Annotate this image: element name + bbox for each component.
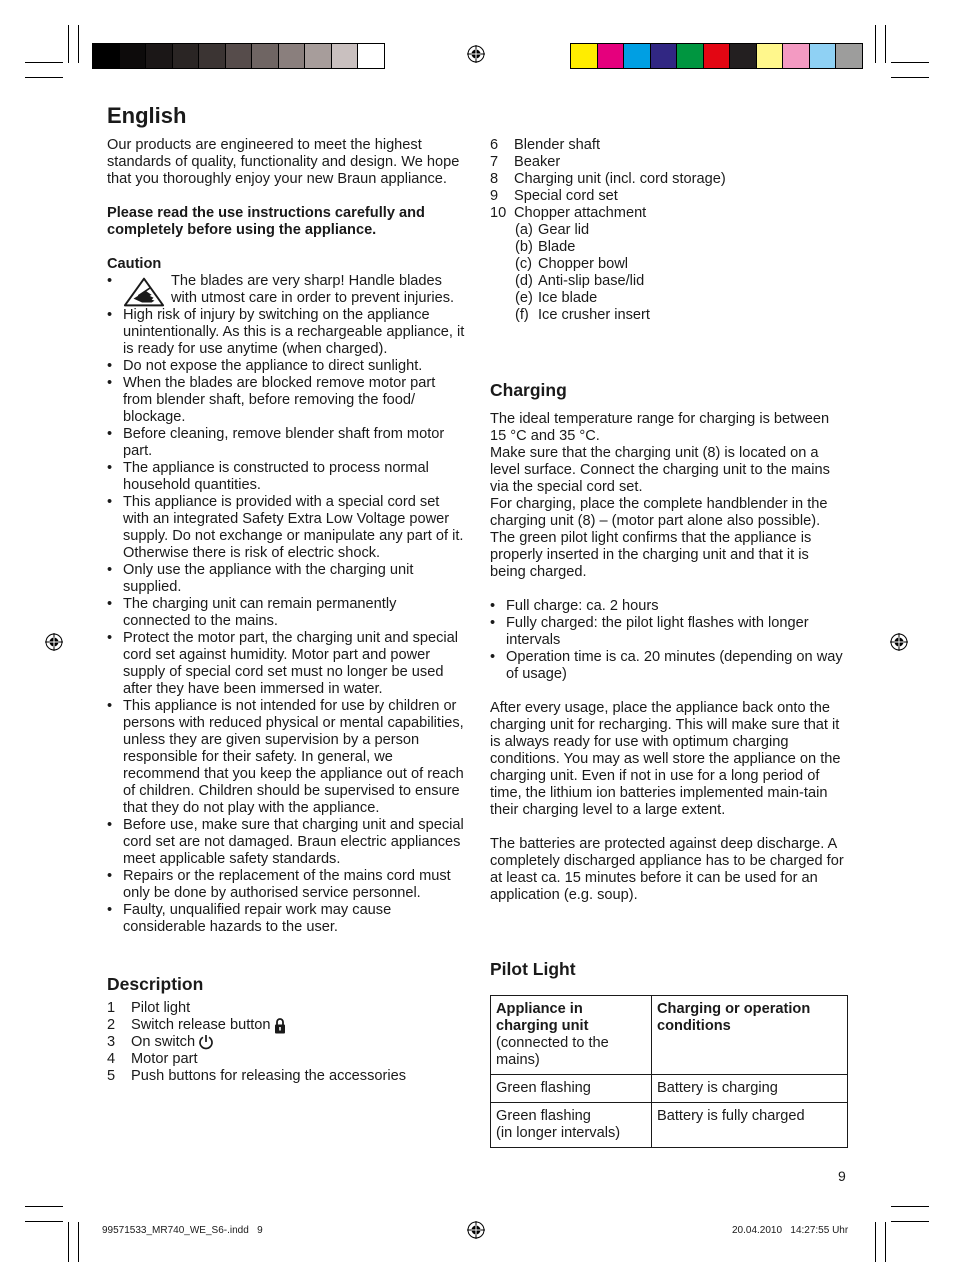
table-header-cell bbox=[491, 996, 652, 1075]
intro-paragraph: Our products are engineered to meet the highest standards of quality, functionality and design. We hope that you thoroughly enjoy your new Braun appliance. bbox=[107, 137, 460, 187]
table-cell: Battery is charging bbox=[652, 1075, 848, 1103]
color-swatch bbox=[358, 44, 385, 68]
crop-mark bbox=[68, 25, 69, 63]
lock-icon bbox=[274, 1017, 286, 1034]
item-number: (b) bbox=[515, 239, 533, 255]
item-text: Blade bbox=[538, 239, 576, 255]
table-row bbox=[491, 1075, 848, 1103]
item-number: 4 bbox=[107, 1051, 116, 1067]
registration-mark-icon bbox=[45, 633, 63, 651]
pilot-light-table bbox=[490, 995, 848, 1148]
crop-mark bbox=[891, 77, 929, 78]
item-text: Switch release button bbox=[131, 1017, 271, 1033]
list-item bbox=[515, 256, 848, 273]
color-swatch bbox=[704, 44, 731, 68]
item-text: Push buttons for releasing the accessories bbox=[131, 1068, 407, 1084]
crop-mark bbox=[885, 25, 886, 63]
list-item bbox=[515, 222, 848, 239]
charging-bullet: • Fully charged: the pilot light flashes with longer intervals bbox=[490, 615, 848, 649]
item-number: 8 bbox=[490, 171, 499, 187]
charging-bullet-list bbox=[490, 598, 848, 683]
color-swatch bbox=[252, 44, 279, 68]
charging-paragraph: The ideal temperature range for charging is between 15 °C and 35 °C. Make sure that the charging unit (8) is located on a level surface. Connect the charging unit to the mains via the special cord set. For charging, place the complete handblender in the charging unit (8) – (motor part alone also possible). The green pilot light confirms that the appliance is properly inserted in the charging unit and that it is being charged. bbox=[490, 411, 830, 580]
list-item bbox=[107, 1051, 465, 1068]
crop-mark bbox=[25, 62, 63, 63]
page-title: English bbox=[107, 103, 187, 128]
list-item bbox=[490, 137, 848, 154]
caution-item: • Protect the motor part, the charging unit and special cord set against humidity. Motor part and power supply of special cord set must no longer be used after they have been immersed in water. bbox=[107, 630, 465, 698]
table-header-row bbox=[491, 996, 848, 1075]
description-list-continued bbox=[490, 137, 848, 222]
caution-item: • When the blades are blocked remove motor part from blender shaft, before removing the food/ blockage. bbox=[107, 375, 465, 426]
table-cell: Battery is fully charged bbox=[652, 1103, 848, 1148]
color-swatch bbox=[730, 44, 757, 68]
list-item bbox=[490, 171, 848, 188]
crop-mark bbox=[891, 1221, 929, 1222]
caution-item: • This appliance is provided with a special cord set with an integrated Safety Extra Low Voltage power supply. Do not exchange or manipulate any part of it. Otherwise there is risk of electric shock. bbox=[107, 494, 465, 562]
color-swatch bbox=[624, 44, 651, 68]
footer-timestamp: 20.04.2010 14:27:55 Uhr bbox=[732, 1225, 849, 1236]
caution-item: • High risk of injury by switching on the appliance unintentionally. As this is a rechargeable appliance, it is ready for use anytime (when charged). bbox=[107, 307, 465, 358]
table-cell: Green flashing (in longer intervals) bbox=[491, 1103, 652, 1148]
list-item bbox=[490, 205, 848, 222]
item-number: 5 bbox=[107, 1068, 116, 1084]
item-number: 7 bbox=[490, 154, 499, 170]
color-swatch bbox=[836, 44, 863, 68]
item-number: 2 bbox=[107, 1017, 116, 1033]
caution-item: • Faulty, unqualified repair work may cause considerable hazards to the user. bbox=[107, 902, 465, 936]
caution-item: • The charging unit can remain permanently connected to the mains. bbox=[107, 596, 465, 630]
crop-mark bbox=[891, 62, 929, 63]
color-swatch bbox=[810, 44, 837, 68]
charging-paragraph: The batteries are protected against deep discharge. A completely discharged appliance has to be charged for at least ca. 15 minutes before it can be used for an application (e.g. soup). bbox=[490, 836, 844, 903]
caution-first-item bbox=[107, 273, 465, 307]
table-header-note: (connected to the mains) bbox=[496, 1035, 609, 1068]
color-swatch bbox=[173, 44, 200, 68]
table-header-cell: Charging or operation conditions bbox=[652, 996, 848, 1075]
grayscale-color-bar bbox=[92, 43, 385, 69]
item-text: Charging unit (incl. cord storage) bbox=[514, 171, 726, 187]
color-swatch bbox=[651, 44, 678, 68]
crop-mark bbox=[25, 1221, 63, 1222]
list-item bbox=[490, 188, 848, 205]
crop-mark bbox=[78, 1222, 79, 1262]
item-number: (a) bbox=[515, 222, 533, 238]
list-item bbox=[515, 290, 848, 307]
pilot-light-heading: Pilot Light bbox=[490, 959, 576, 979]
registration-mark-icon bbox=[890, 633, 908, 651]
item-text: Gear lid bbox=[538, 222, 590, 238]
item-text: Anti-slip base/lid bbox=[538, 273, 645, 289]
hand-blade-warning-icon bbox=[123, 276, 165, 308]
crop-mark bbox=[25, 1206, 63, 1207]
caution-item: • This appliance is not intended for use by children or persons with reduced physical or mental capabilities, unless they are given supervision by a person responsible for their safety. In general, we recommend that you keep the appliance out of reach of children. Children should be supervised to ensure that they do not play with the appliance. bbox=[107, 698, 465, 817]
charging-bullet: • Operation time is ca. 20 minutes (depending on way of usage) bbox=[490, 649, 848, 683]
power-icon bbox=[198, 1034, 214, 1050]
item-number: (e) bbox=[515, 290, 533, 306]
charging-bullet: • Full charge: ca. 2 hours bbox=[490, 598, 848, 615]
list-item bbox=[515, 239, 848, 256]
color-swatch bbox=[598, 44, 625, 68]
caution-item: • The appliance is constructed to process normal household quantities. bbox=[107, 460, 465, 494]
list-item bbox=[515, 273, 848, 290]
footer-file-name: 99571533_MR740_WE_S6-.indd 9 bbox=[102, 1225, 263, 1236]
page-number: 9 bbox=[838, 1168, 846, 1184]
crop-mark bbox=[875, 25, 876, 63]
item-number: (d) bbox=[515, 273, 533, 289]
left-column bbox=[107, 137, 465, 1085]
list-item bbox=[107, 1034, 465, 1051]
item-text: Beaker bbox=[514, 154, 561, 170]
color-swatch bbox=[199, 44, 226, 68]
item-text: Motor part bbox=[131, 1051, 198, 1067]
caution-item: • Only use the appliance with the charging unit supplied. bbox=[107, 562, 465, 596]
right-column bbox=[490, 137, 848, 1148]
list-item bbox=[107, 1068, 465, 1085]
caution-item: The blades are very sharp! Handle blades with utmost care in order to prevent injuries. bbox=[171, 273, 455, 306]
color-swatch bbox=[146, 44, 173, 68]
color-swatch bbox=[677, 44, 704, 68]
process-color-bar bbox=[570, 43, 863, 69]
color-swatch bbox=[93, 44, 120, 68]
item-number: 10 bbox=[490, 205, 507, 221]
item-number: 9 bbox=[490, 188, 499, 204]
color-swatch bbox=[571, 44, 598, 68]
item-number: (f) bbox=[515, 307, 529, 323]
item-text: Chopper attachment bbox=[514, 205, 647, 221]
color-swatch bbox=[226, 44, 253, 68]
crop-mark bbox=[78, 25, 79, 63]
item-number: 1 bbox=[107, 1000, 116, 1016]
bullet: • bbox=[107, 273, 113, 289]
table-cell: Green flashing bbox=[491, 1075, 652, 1103]
item-number: 6 bbox=[490, 137, 499, 153]
chopper-sub-list bbox=[490, 222, 848, 324]
item-text: Pilot light bbox=[131, 1000, 191, 1016]
color-swatch bbox=[279, 44, 306, 68]
caution-item: • Repairs or the replacement of the mains cord must only be done by authorised service personnel. bbox=[107, 868, 465, 902]
crop-mark bbox=[885, 1222, 886, 1262]
item-number: 3 bbox=[107, 1034, 116, 1050]
description-heading: Description bbox=[107, 974, 204, 994]
crop-mark bbox=[875, 1222, 876, 1262]
crop-mark bbox=[68, 1222, 69, 1262]
item-text: Chopper bowl bbox=[538, 256, 629, 272]
caution-heading: Caution bbox=[107, 256, 162, 272]
item-text: Blender shaft bbox=[514, 137, 600, 153]
caution-list bbox=[107, 307, 465, 936]
read-instructions-notice: Please read the use instructions carefully and completely before using the appliance. bbox=[107, 205, 425, 238]
crop-mark bbox=[25, 77, 63, 78]
list-item bbox=[107, 1017, 465, 1034]
color-swatch bbox=[783, 44, 810, 68]
color-swatch bbox=[120, 44, 147, 68]
crop-mark bbox=[891, 1206, 929, 1207]
item-text: Special cord set bbox=[514, 188, 618, 204]
registration-mark-icon bbox=[467, 1221, 485, 1239]
item-number: (c) bbox=[515, 256, 533, 272]
table-row bbox=[491, 1103, 848, 1148]
item-text: Ice crusher insert bbox=[538, 307, 650, 323]
registration-mark-icon bbox=[467, 45, 485, 63]
list-item bbox=[490, 154, 848, 171]
charging-heading: Charging bbox=[490, 380, 567, 400]
list-item bbox=[515, 307, 848, 324]
charging-paragraph: After every usage, place the appliance back onto the charging unit for recharging. This will make sure that it is always ready for use with optimum charging conditions. You may as well store the appliance on the charging unit. Even if not in use for a long period of time, the lithium ion batteries implemented main-tain their charging level to a large extent. bbox=[490, 700, 841, 818]
caution-item: • Before use, make sure that charging unit and special cord set are not damaged. Braun electric appliances meet applicable safety standards. bbox=[107, 817, 465, 868]
description-list bbox=[107, 1000, 465, 1085]
color-swatch bbox=[305, 44, 332, 68]
color-swatch bbox=[332, 44, 359, 68]
item-text: Ice blade bbox=[538, 290, 598, 306]
table-header-bold: Appliance in charging unit bbox=[496, 1001, 589, 1034]
item-text: On switch bbox=[131, 1034, 196, 1050]
caution-item: • Do not expose the appliance to direct sunlight. bbox=[107, 358, 465, 375]
color-swatch bbox=[757, 44, 784, 68]
list-item bbox=[107, 1000, 465, 1017]
caution-item: • Before cleaning, remove blender shaft from motor part. bbox=[107, 426, 465, 460]
